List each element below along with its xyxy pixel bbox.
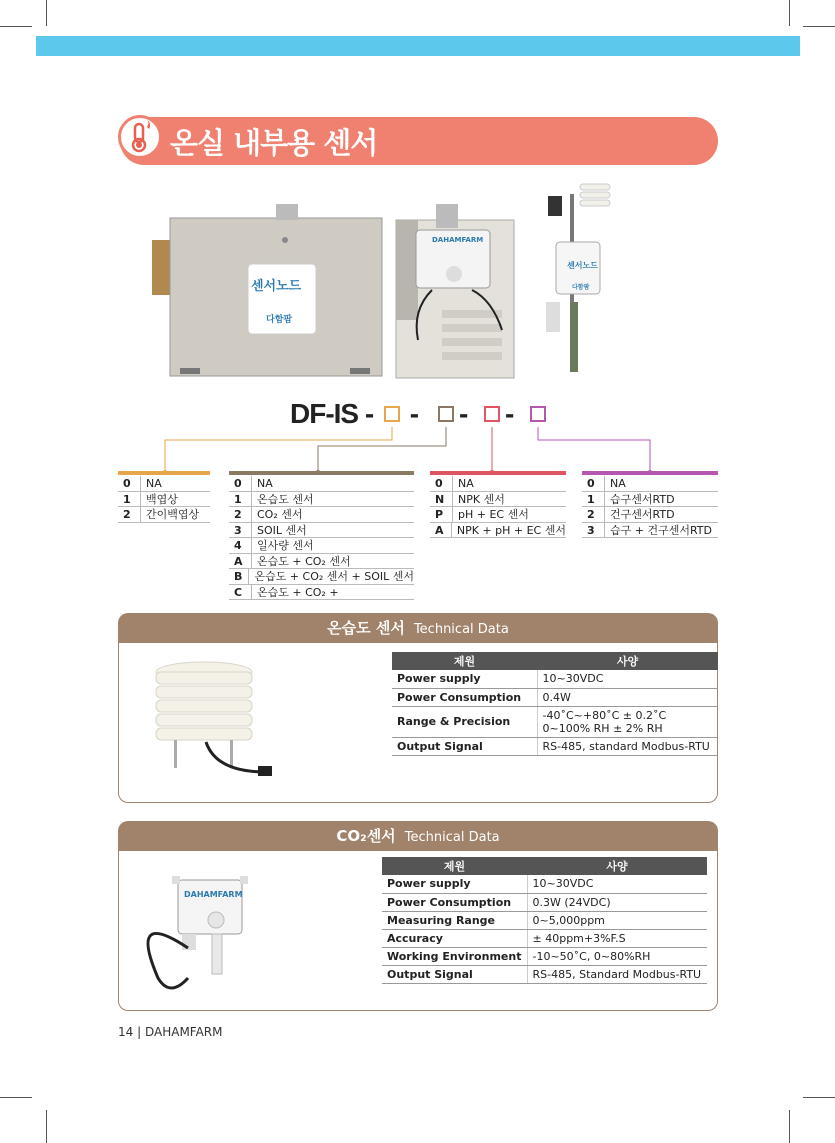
option-column-4 (582, 471, 718, 538)
model-separator: - (459, 398, 477, 429)
option-column-1 (118, 471, 210, 523)
option-code: A (435, 523, 444, 537)
spec-header-item: 제원 (382, 857, 527, 875)
product-photo-co2-sensor (140, 868, 260, 998)
spec-item: Power Consumption (382, 893, 527, 911)
spec-row (392, 737, 718, 755)
option-code: N (435, 492, 445, 506)
option-code: P (435, 508, 444, 521)
option-code: 0 (435, 477, 443, 490)
option-row (118, 507, 210, 523)
spec-item: Measuring Range (382, 911, 527, 929)
option-row (118, 492, 210, 508)
option-code: 2 (234, 508, 242, 521)
slot-box-4 (530, 406, 546, 422)
spec-item: Range & Precision (392, 706, 537, 737)
option-label: NA (604, 476, 718, 491)
spec-row (392, 706, 718, 737)
option-code: 0 (587, 477, 595, 490)
spec-header-value: 사양 (527, 857, 707, 875)
option-row (582, 523, 718, 539)
option-code: 1 (587, 492, 595, 506)
option-code: 1 (234, 492, 242, 506)
option-label: NA (140, 476, 210, 491)
crop-mark (789, 0, 790, 26)
th-spec-table (392, 652, 718, 756)
spec-item: Working Environment (382, 947, 527, 965)
spec-item: Power supply (392, 670, 537, 688)
crop-mark (46, 1110, 47, 1143)
option-code: 0 (123, 477, 131, 490)
option-label: 백엽상 (140, 492, 210, 507)
option-row (229, 538, 414, 554)
slot-box-2 (438, 406, 454, 422)
spec-value: -40˚C~+80˚C ± 0.2˚C 0~100% RH ± 2% RH (537, 706, 718, 737)
option-code: C (234, 585, 243, 599)
option-label: 온습도 + CO₂ + (251, 585, 414, 600)
page-footer (118, 1025, 223, 1039)
footer-divider: | (137, 1025, 145, 1039)
section-subtitle: Technical Data (413, 622, 509, 637)
option-label: 간이백엽상 (140, 507, 210, 522)
spec-row (382, 947, 707, 965)
co2-spec-table (382, 857, 707, 984)
spec-row (382, 893, 707, 911)
option-label: 건구센서RTD (604, 507, 718, 522)
option-label: 온습도 센서 (251, 492, 414, 507)
option-row (430, 476, 566, 492)
page-number: 14 (118, 1025, 134, 1039)
section-title: 온습도 센서 (327, 619, 405, 637)
thermometer-icon (118, 115, 162, 159)
option-row (229, 554, 414, 570)
option-row (430, 507, 566, 523)
page-title: 온실 내부용 센서 (170, 126, 378, 160)
option-label: NA (251, 476, 414, 491)
spec-row (382, 929, 707, 947)
option-row (229, 492, 414, 508)
spec-item: Power Consumption (392, 688, 537, 706)
crop-mark (789, 1110, 790, 1143)
product-photo-pole (540, 182, 615, 372)
option-row (430, 523, 566, 539)
spec-value: 10~30VDC (527, 875, 707, 893)
crop-mark (0, 1097, 32, 1098)
crop-mark (0, 26, 32, 27)
spec-value: -10~50˚C, 0~80%RH (527, 947, 707, 965)
spec-value: 0.4W (537, 688, 718, 706)
crop-mark (803, 1097, 835, 1098)
spec-row (382, 875, 707, 893)
th-section-header (118, 613, 718, 643)
slot-box-3 (484, 406, 500, 422)
option-row (229, 569, 414, 585)
model-separator: - (505, 398, 523, 429)
option-code: 3 (587, 523, 595, 537)
option-label: 습구센서RTD (604, 492, 718, 507)
spec-value: ± 40ppm+3%F.S (527, 929, 707, 947)
spec-value: 0~5,000ppm (527, 911, 707, 929)
product-label: 센서노드 (251, 279, 302, 294)
spec-value: RS-485, standard Modbus-RTU (537, 737, 718, 755)
product-label: 센서노드 (567, 261, 598, 270)
option-label: 습구 + 건구센서RTD (604, 523, 718, 538)
option-label: NPK 센서 (452, 492, 566, 507)
spec-value: 10~30VDC (537, 670, 718, 688)
option-code: 0 (234, 477, 242, 490)
crop-mark (46, 0, 47, 26)
spec-item: Output Signal (392, 737, 537, 755)
slot-box-1 (384, 406, 400, 422)
spec-header-value: 사양 (537, 652, 718, 670)
spec-value: RS-485, Standard Modbus-RTU (527, 965, 707, 983)
option-label: CO₂ 센서 (251, 507, 414, 522)
spec-item: Output Signal (382, 965, 527, 983)
header-color-bar (36, 36, 800, 56)
spec-header-item: 제원 (392, 652, 537, 670)
product-photo-panel (392, 200, 517, 380)
option-column-3 (430, 471, 566, 538)
option-row (229, 523, 414, 539)
section-subtitle: Technical Data (404, 830, 500, 845)
spec-row (392, 670, 718, 688)
spec-item: Accuracy (382, 929, 527, 947)
option-row (582, 476, 718, 492)
option-code: B (234, 570, 243, 583)
crop-mark (803, 26, 835, 27)
option-code: 3 (234, 523, 242, 537)
footer-brand: DAHAMFARM (144, 1025, 223, 1039)
option-label: pH + EC 센서 (452, 507, 566, 522)
spec-row (392, 688, 718, 706)
option-code: 1 (123, 492, 131, 506)
spec-value: 0.3W (24VDC) (527, 893, 707, 911)
option-label: 일사량 센서 (251, 538, 414, 553)
product-photo-radiation-shield (146, 660, 286, 785)
option-row (582, 507, 718, 523)
option-label: NA (452, 476, 566, 491)
option-row (582, 492, 718, 508)
option-row (229, 585, 414, 601)
option-label: NPK + pH + EC 센서 (451, 523, 566, 538)
option-code: 2 (587, 508, 595, 521)
option-label: 온습도 + CO₂ 센서 + SOIL 센서 (248, 569, 414, 584)
option-label: 온습도 + CO₂ 센서 (251, 554, 414, 569)
option-row (118, 476, 210, 492)
option-code: 2 (123, 508, 131, 521)
product-brand: 다함팜 (266, 315, 293, 325)
option-row (229, 476, 414, 492)
option-code: A (234, 554, 243, 568)
product-brand: 다함팜 (572, 284, 590, 291)
option-row (430, 492, 566, 508)
spec-row (382, 965, 707, 983)
section-title: CO₂센서 (336, 827, 396, 845)
co2-section-header (118, 821, 718, 851)
model-prefix: DF-IS - (290, 398, 374, 429)
spec-item: Power supply (382, 875, 527, 893)
spec-row (382, 911, 707, 929)
model-separator: - (402, 398, 427, 429)
option-code: 4 (234, 539, 242, 552)
option-label: SOIL 센서 (251, 523, 414, 538)
product-brand: DAHAMFARM (184, 890, 243, 899)
option-row (229, 507, 414, 523)
product-brand: DAHAMFARM (432, 236, 484, 244)
option-column-2 (229, 471, 414, 600)
